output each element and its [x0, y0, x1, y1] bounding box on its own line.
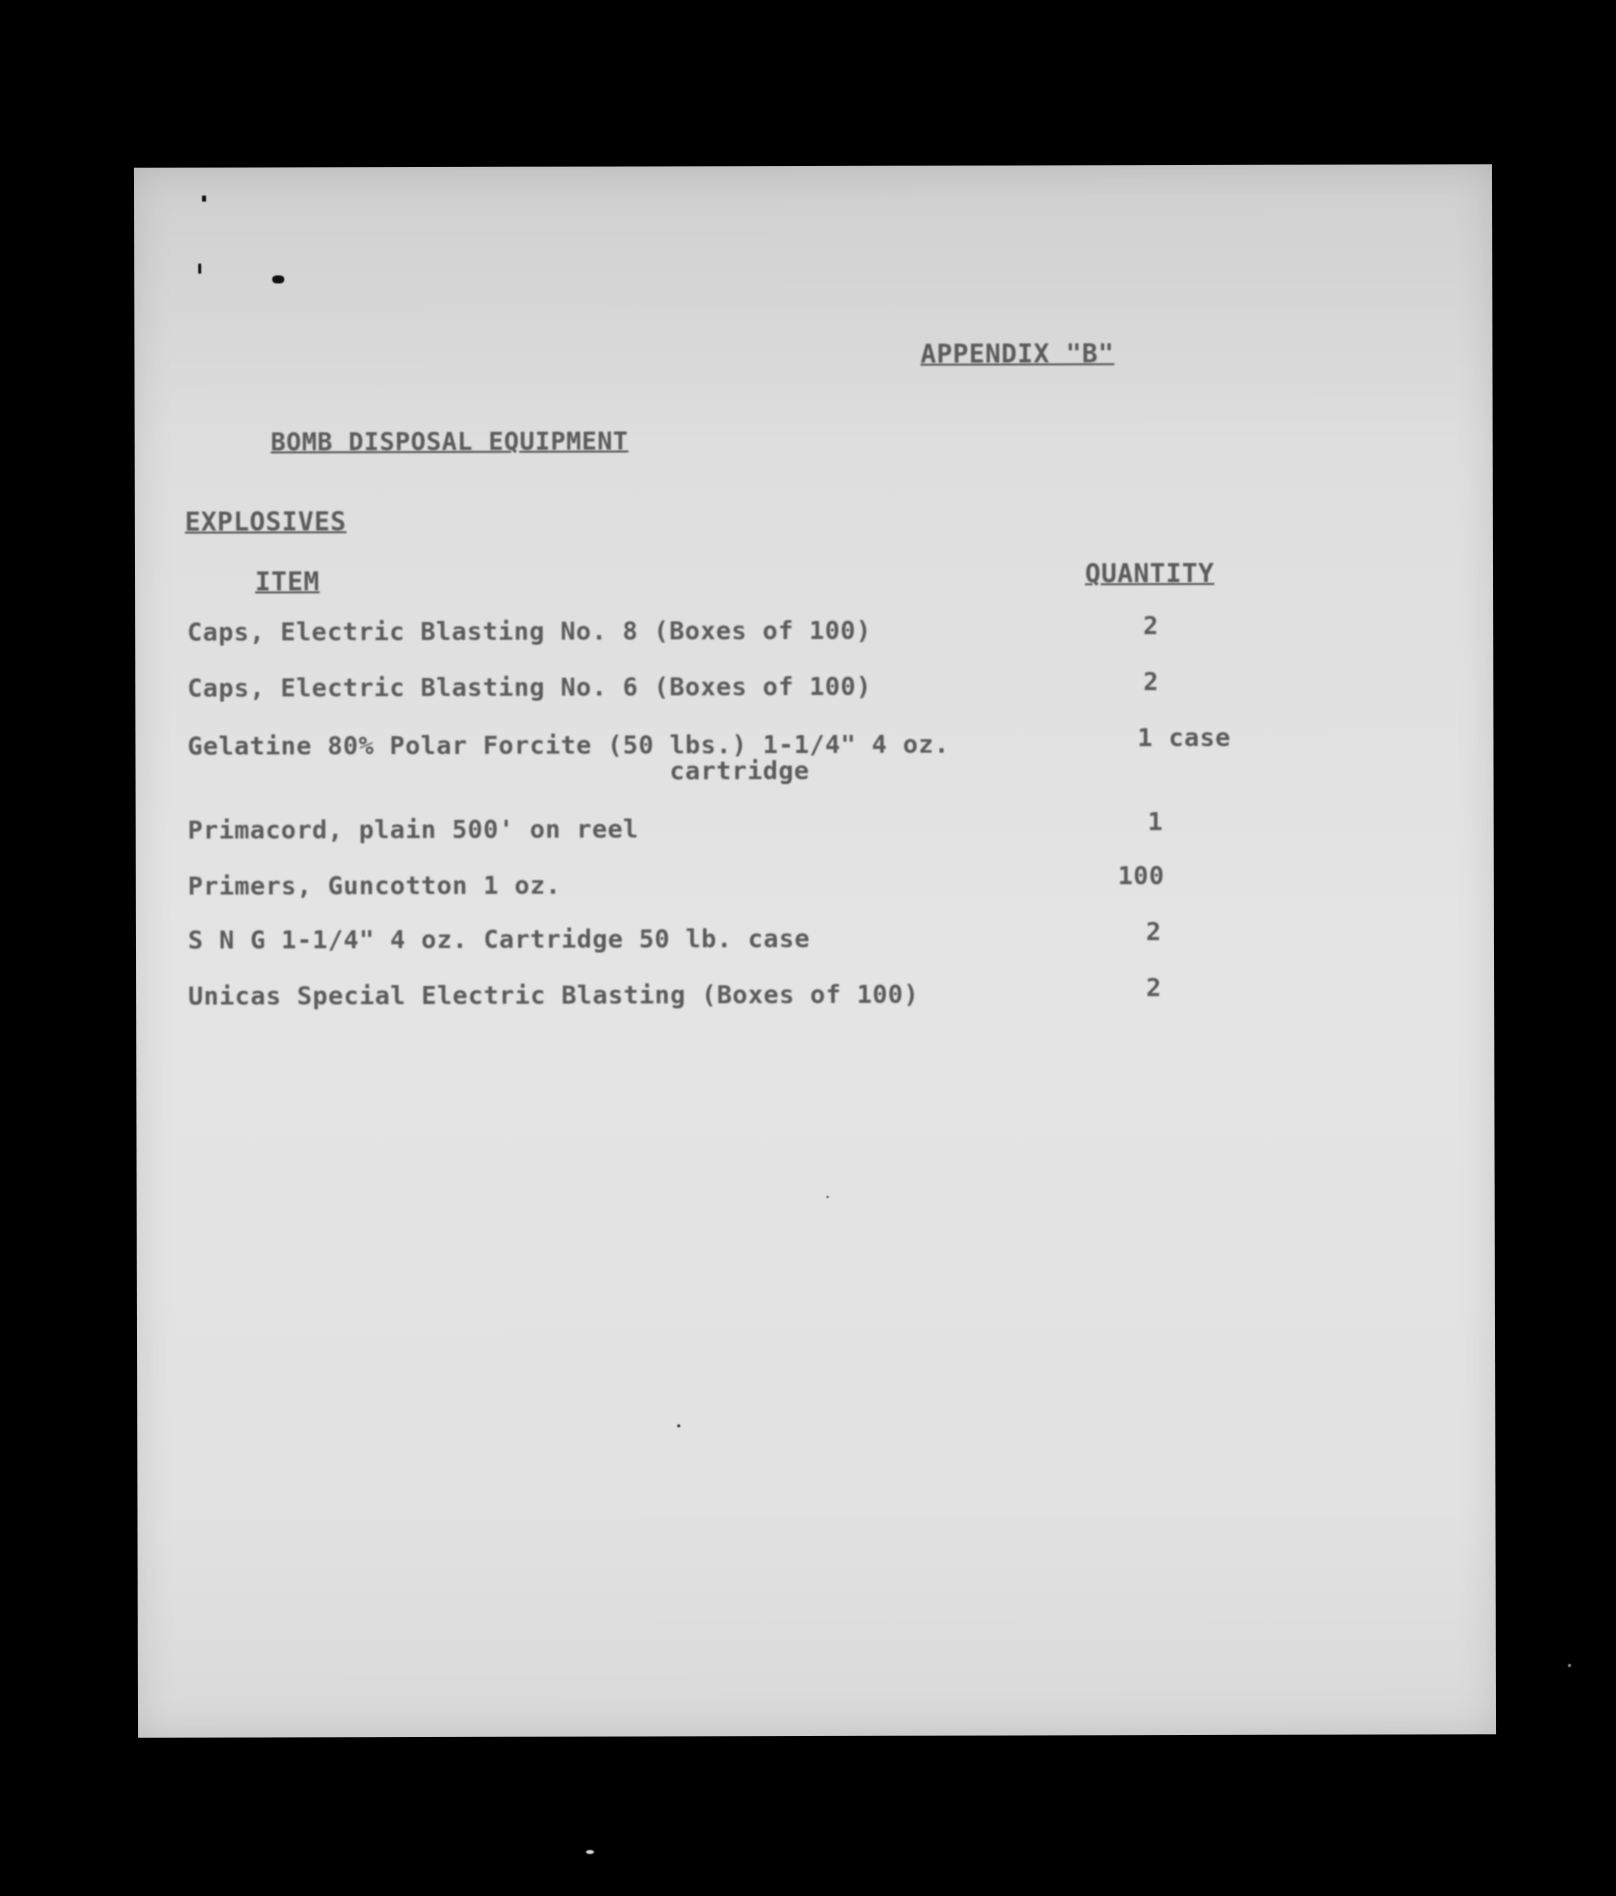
table-row-item	[187, 729, 950, 786]
section-heading: EXPLOSIVES	[184, 507, 347, 538]
item-text: Gelatine 80% Polar Forcite (50 lbs.) 1-1/4" 4 oz.	[187, 729, 950, 761]
item-text: Caps, Electric Blasting No. 6 (Boxes of 100)	[187, 671, 872, 703]
punch-mark-left	[198, 264, 201, 274]
item-text: Primers, Guncotton 1 oz.	[187, 870, 562, 901]
punch-mark-top	[202, 196, 206, 202]
table-row-quantity: 1 case	[1137, 722, 1231, 753]
item-text: S N G 1-1/4" 4 oz. Cartridge 50 lb. case	[187, 924, 811, 955]
column-header-quantity: QUANTITY	[1084, 558, 1215, 590]
item-text: Primacord, plain 500' on reel	[187, 814, 639, 845]
table-row-quantity: 2	[1145, 917, 1162, 947]
table-row-quantity: 2	[1143, 667, 1159, 697]
speck	[827, 1196, 829, 1198]
table-row-item	[188, 926, 810, 954]
document-page	[134, 164, 1496, 1738]
film-speck	[1568, 1664, 1571, 1667]
table-row-item	[187, 615, 872, 647]
appendix-label: APPENDIX "B"	[920, 339, 1115, 370]
speck	[677, 1424, 680, 1427]
page-title: BOMB DISPOSAL EQUIPMENT	[270, 426, 629, 457]
table-row-item	[188, 816, 639, 843]
table-row-quantity: 100	[1117, 861, 1165, 891]
column-header-item: ITEM	[254, 567, 320, 598]
table-row-quantity: 1	[1147, 807, 1164, 837]
ink-blot	[272, 275, 284, 283]
table-row-item	[187, 870, 562, 901]
table-row-item	[187, 671, 872, 703]
table-row-quantity: 2	[1146, 973, 1162, 1003]
table-row-item	[188, 979, 920, 1011]
item-text: Caps, Electric Blasting No. 8 (Boxes of 100)	[187, 615, 872, 647]
table-row-quantity: 2	[1143, 611, 1159, 641]
item-text: Unicas Special Electric Blasting (Boxes of 100)	[188, 979, 920, 1011]
item-text-continuation: cartridge	[669, 756, 810, 786]
film-speck	[586, 1850, 594, 1854]
